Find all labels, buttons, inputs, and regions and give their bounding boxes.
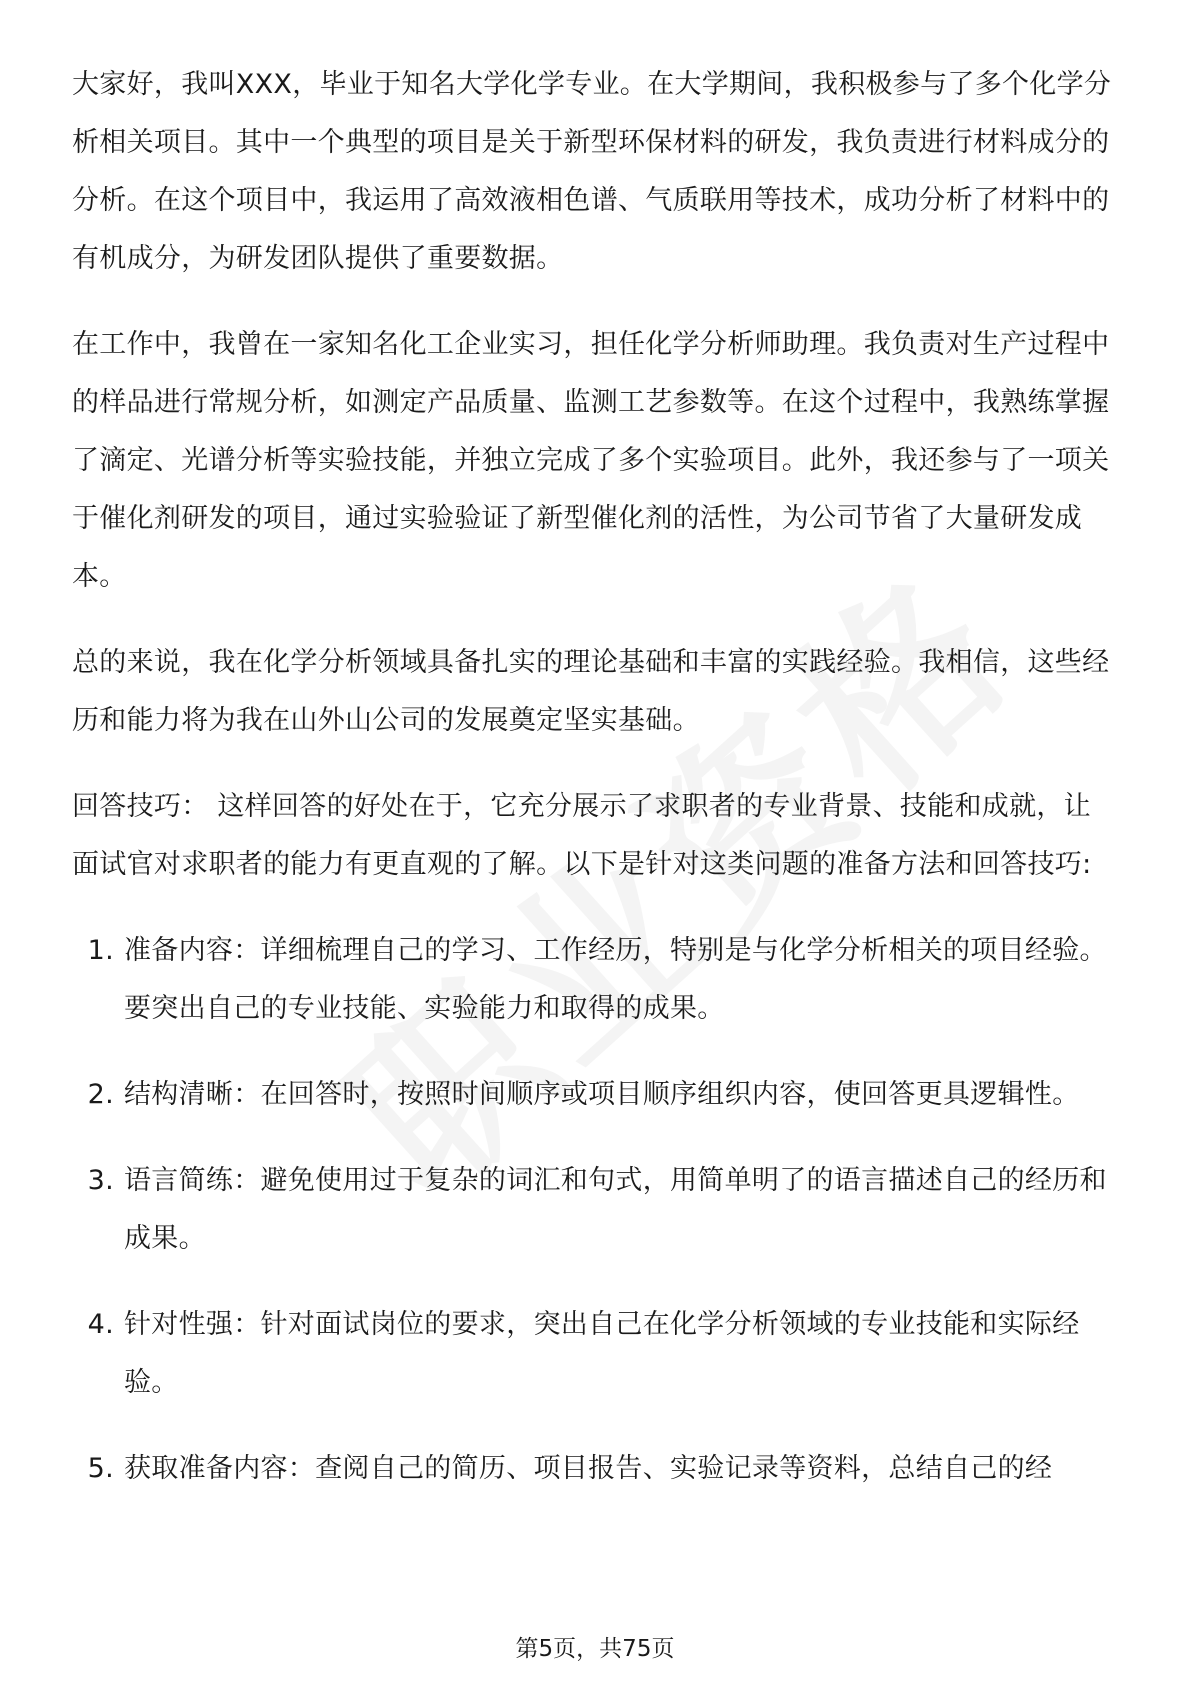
page-footer: 第5页，共75页	[515, 1636, 675, 1662]
paragraph-work: 在工作中，我曾在一家知名化工企业实习，担任化学分析师助理。我负责对生产过程中的样品进行常规分析，如测定产品质量、监测工艺参数等。在这个过程中，我熟练掌握了滴定、光谱分析等实验技能，并独立完成了多个实验项目。此外，我还参与了一项关于催化剂研发的项目，通过实验验证了新型催化剂的活性，为公司节省了大量研发成本。	[72, 329, 1110, 592]
tips-list	[72, 922, 1118, 1498]
list-item-number: 5.	[87, 1453, 114, 1484]
list-item-text: 获取准备内容：查阅自己的简历、项目报告、实验记录等资料，总结自己的经	[124, 1453, 1053, 1484]
paragraph-summary: 总的来说，我在化学分析领域具备扎实的理论基础和丰富的实践经验。我相信，这些经历和能力将为我在山外山公司的发展奠定坚实基础。	[72, 647, 1110, 736]
list-item-text: 准备内容：详细梳理自己的学习、工作经历，特别是与化学分析相关的项目经验。要突出自己的专业技能、实验能力和取得的成果。	[124, 935, 1107, 1024]
list-item-number: 2.	[87, 1079, 114, 1110]
list-item	[72, 1296, 1118, 1412]
list-item-number: 3.	[87, 1165, 114, 1196]
list-item-text: 语言简练：避免使用过于复杂的词汇和句式，用简单明了的语言描述自己的经历和成果。	[124, 1165, 1107, 1254]
list-item	[72, 922, 1118, 1038]
paragraph-tips: 回答技巧： 这样回答的好处在于，它充分展示了求职者的专业背景、技能和成就，让面试官对求职者的能力有更直观的了解。以下是针对这类问题的准备方法和回答技巧:	[72, 791, 1092, 880]
list-item	[72, 1066, 1118, 1124]
list-item-text: 结构清晰：在回答时，按照时间顺序或项目顺序组织内容，使回答更具逻辑性。	[124, 1079, 1080, 1110]
list-item-text: 针对性强：针对面试岗位的要求，突出自己在化学分析领域的专业技能和实际经验。	[124, 1309, 1080, 1398]
paragraph-intro: 大家好，我叫XXX，毕业于知名大学化学专业。在大学期间，我积极参与了多个化学分析相关项目。其中一个典型的项目是关于新型环保材料的研发，我负责进行材料成分的分析。在这个项目中，我运用了高效液相色谱、气质联用等技术，成功分析了材料中的有机成分，为研发团队提供了重要数据。	[72, 69, 1112, 274]
list-item	[72, 1440, 1118, 1498]
list-item-number: 1.	[87, 935, 114, 966]
list-item	[72, 1152, 1118, 1268]
list-item-number: 4.	[87, 1309, 114, 1340]
document-body	[72, 56, 1118, 1526]
